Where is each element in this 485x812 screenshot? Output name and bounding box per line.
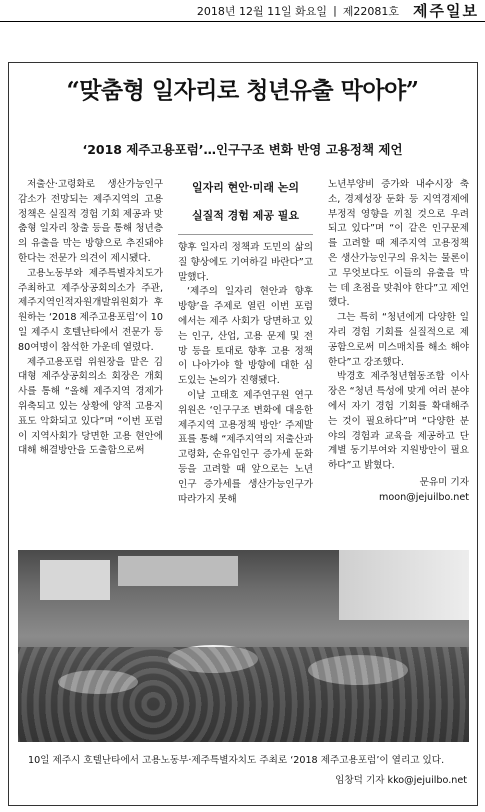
photo-window-light [339,550,469,620]
issue-number: 제22081호 [342,4,400,18]
newspaper-name: 제주일보 [413,2,479,20]
forum-photo [18,550,469,742]
body-paragraph: 박경호 제주청년협동조합 이사장은 “청년 특성에 맞게 여러 분야에서 자기 경험 기회를 확대해주는 것이 필요하다”며 “다양한 분야의 경험과 교육을 제공하고 단계별 동기부여와 지원방안이 필요하다”고 밝혔다. [328,371,469,472]
pull-quote-box [178,178,313,235]
photo-stage-screen [40,560,110,600]
masthead-separator: | [333,4,337,17]
issue-date: 2018년 12월 11일 화요일 [196,4,328,18]
article-column-2 [178,178,313,507]
photo-caption: 10일 제주시 호텔난타에서 고용노동부·제주특별자치도 주최로 ‘2018 제주고용포럼’이 열리고 있다. [28,755,445,766]
body-paragraph: 제주고용포럼 위원장을 맡은 김대형 제주상공회의소 회장은 개회사를 통해 “올해 제주지역 경제가 위축되고 있는 상황에 양적 고용지표도 악화되고 있다”며 “이번 포럼이 지역사회가 당면한 고용 현안에 대해 해결방안을 도출함으로써 [18,356,163,457]
masthead [0,0,485,22]
body-paragraph: 향후 일자리 정책과 도민의 삶의 질 향상에도 기여하길 바란다”고 말했다. [178,242,313,283]
pull-quote-line-1: 일자리 현안·미래 논의 [191,181,300,194]
article-column-3 [328,178,469,506]
reporter-email: moon@jejuilbo.net [379,491,469,503]
photo-credit: 임창덕 기자 kko@jejuilbo.net [335,775,467,786]
body-paragraph: ‘제주의 일자리 현안과 향후 방향’을 주제로 열린 이번 포럼에서는 제주 사회가 당면하고 있는 인구, 산업, 고용 문제 및 전망 등을 토대로 향후 고용 정책이 나아가야 할 방향에 대한 심도있는 논의가 진행됐다. [178,286,313,387]
photo-audience [18,647,469,742]
body-paragraph: 고용노동부와 제주특별자치도가 주최하고 제주상공회의소가 주관, 제주지역인적자원개발위원회가 후원하는 ‘2018 제주고용포럼’이 10일 제주시 호텔난타에서 전문가 등 80여명이 참석한 가운데 열렸다. [18,267,163,353]
body-paragraph: 이날 고태호 제주연구원 연구위원은 ‘인구구조 변화에 대응한 제주지역 고용정책 방안’ 주제발표를 통해 “제주지역의 저출산과 고령화, 순유입인구 증가세 둔화 등을 고려할 때 앞으로는 노년 인구 증가세를 생산가능인구가 따라가지 못해 [178,389,313,505]
body-paragraph: 노년부양비 증가와 내수시장 축소, 경제성장 둔화 등 지역경제에 부정적 영향을 끼칠 것으로 우려되고 있다”며 “이 같은 인구문제를 고려할 때 제주지역 고용정책은 생산가능인구의 유치는 물론이고 무엇보다도 이들의 유출을 막는 데 초점을 맞춰야 한다”고 제언했다. [328,179,469,309]
body-paragraph: 그는 특히 “청년에게 다양한 일자리 경험 기회를 실질적으로 제공함으로써 미스매치를 해소 해야 한다”고 강조했다. [328,312,469,368]
reporter-byline: 문유미 기자 [419,476,469,488]
article-column-1 [18,178,163,459]
photo-banner [118,556,238,586]
pull-quote-line-2: 실질적 경험 제공 필요 [191,209,300,222]
article-subhead: ‘2018 제주고용포럼’…인구구조 변화 반영 고용정책 제언 [82,142,403,157]
article-headline: “맞춤형 일자리로 청년유출 막아야” [66,77,419,104]
body-paragraph: 저출산·고령화로 생산가능인구 감소가 전망되는 제주지역의 고용정책은 실질적 경험 기회 제공과 맞춤형 일자리 창출 등을 통해 청년층의 유출을 막는 방향으로 추진돼야 한다는 전문가 의견이 제시됐다. [18,179,163,264]
